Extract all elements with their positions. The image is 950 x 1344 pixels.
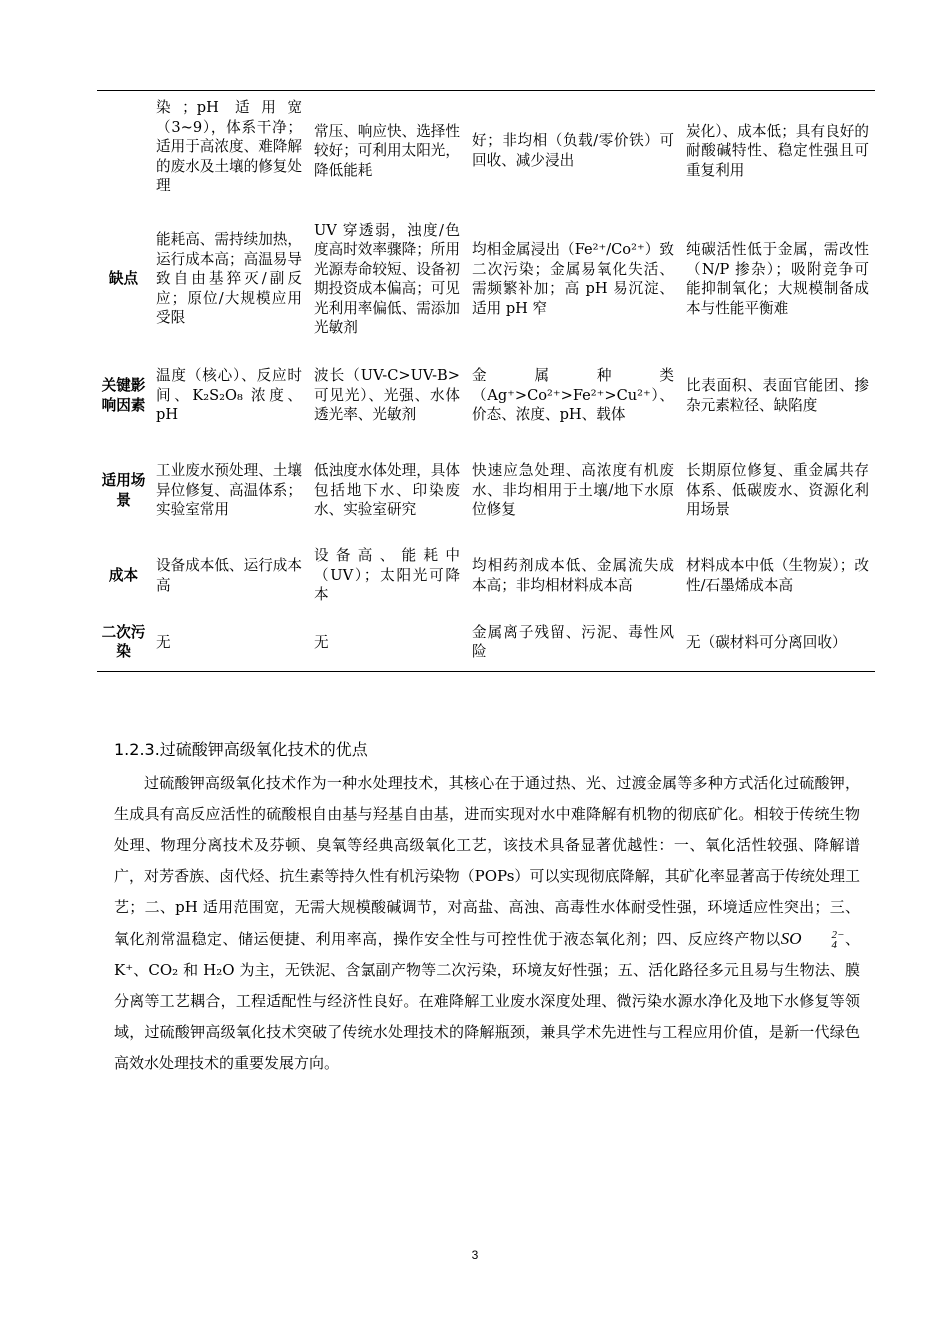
sulfate-formula: SO 2− 4: [780, 929, 845, 952]
cell-carbon: 无（碳材料可分离回收）: [686, 633, 847, 651]
row-header: [97, 91, 150, 211]
cell-metal: 快速应急处理、高浓度有机废水、非均相用于土壤/地下水原位修复: [472, 462, 674, 519]
cell-metal: 均相药剂成本低、金属流失成本高；非均相材料成本高: [472, 557, 674, 594]
cell-thermal: 能耗高、需持续加热，运行成本高；高温易导致自由基猝灭/副反应；原位/大规模应用受限: [156, 231, 302, 327]
section-heading: [114, 737, 368, 760]
table-row: [97, 444, 875, 538]
table-row: [97, 348, 875, 444]
cell-photo: 低浊度水体处理，具体包括地下水、印染废水、实验室研究: [314, 462, 460, 519]
cell-carbon: 长期原位修复、重金属共存体系、低碳废水、资源化利用场景: [686, 462, 869, 519]
cell-photo: 设备高、能耗中（UV）；太阳光可降本: [314, 547, 460, 604]
comparison-table: [97, 90, 875, 672]
row-header: 缺点: [108, 270, 139, 288]
comparison-table-grid: [97, 90, 875, 672]
cell-photo: UV 穿透弱，浊度/色度高时效率骤降；所用光源寿命较短、设备初期投资成本偏高；可见光利用率偏低、需添加光敏剂: [314, 221, 460, 336]
cell-carbon: 比表面积、表面官能团、掺杂元素粒径、缺陷度: [686, 377, 869, 414]
cell-thermal: 温度（核心）、反应时间、K₂S₂O₈ 浓度、pH: [156, 367, 302, 424]
cell-metal: 均相金属浸出（Fe²⁺/Co²⁺）致二次污染；金属易氧化失活、需频繁补加；高 pH 易沉淀、适用 pH 窄: [472, 241, 674, 317]
row-header: 适用场景: [101, 472, 146, 509]
table-row: [97, 211, 875, 348]
paragraph-part-2: 、K⁺、CO₂ 和 H₂O 为主，无铁泥、含氯副产物等二次污染，环境友好性强；五、活化路径多元且易与生物法、膜分离等工艺耦合，工程适配性与经济性良好。在难降解工业废水深度处理、微污染水源水净化及地下水修复等领域，过硫酸钾高级氧化技术突破了传统水处理技术的降解瓶颈，兼具学术先进性与工程应用价值，是新一代绿色高效水处理技术的重要发展方向。: [114, 930, 860, 1072]
cell-photo: 无: [314, 633, 329, 651]
cell-thermal: 无: [156, 633, 171, 651]
row-header: 成本: [108, 566, 139, 584]
body-paragraph: [114, 768, 860, 1079]
cell-thermal: 染；pH 适用宽（3~9），体系干净；适用于高浓度、难降解的废水及土壤的修复处理: [156, 99, 302, 194]
cell-carbon: 纯碳活性低于金属，需改性（N/P 掺杂）；吸附竞争可能抑制氧化；大规模制备成本与性能平衡难: [686, 241, 869, 317]
table-row-continued: [97, 91, 875, 211]
table-row: [97, 538, 875, 614]
table-row: [97, 614, 875, 672]
cell-metal: 金属离子残留、污泥、毒性风险: [472, 623, 674, 661]
page-number: 3: [471, 1248, 479, 1262]
cell-metal: 金属种类（Ag⁺>Co²⁺>Fe²⁺>Cu²⁺）、价态、浓度、pH、载体: [472, 367, 674, 424]
section-number: 1.2.3.: [114, 740, 160, 759]
cell-photo: 常压、响应快、选择性较好；可利用太阳光，降低能耗: [314, 122, 460, 179]
paragraph-part-1: 过硫酸钾高级氧化技术作为一种水处理技术，其核心在于通过热、光、过渡金属等多种方式活化过硫酸钾，生成具有高反应活性的硫酸根自由基与羟基自由基，进而实现对水中难降解有机物的彻底矿化。相较于传统生物处理、物理分离技术及芬顿、臭氧等经典高级氧化工艺，该技术具备显著优越性：一、氧化活性较强、降解谱广，对芳香族、卤代烃、抗生素等持久性有机污染物（POPs）可以实现彻底降解，其矿化率显著高于传统处理工艺；二、pH 适用范围宽，无需大规模酸碱调节，对高盐、高浊、高毒性水体耐受性强，环境适应性突出；三、氧化剂常温稳定、储运便捷、利用率高，操作安全性与可控性优于液态氧化剂；四、反应终产物以: [114, 774, 860, 948]
row-header: 二次污染: [101, 623, 146, 661]
cell-photo: 波长（UV-C>UV-B>可见光）、光强、水体透光率、光敏剂: [314, 367, 460, 424]
section-title-text: 过硫酸钾高级氧化技术的优点: [159, 740, 368, 759]
cell-thermal: 工业废水预处理、土壤异位修复、高温体系；实验室常用: [156, 462, 302, 519]
cell-carbon: 材料成本中低（生物炭）；改性/石墨烯成本高: [686, 557, 869, 594]
cell-thermal: 设备成本低、运行成本高: [156, 557, 302, 594]
cell-carbon: 炭化）、成本低；具有良好的耐酸碱特性、稳定性强且可重复利用: [686, 122, 869, 179]
row-header: 关键影响因素: [101, 377, 146, 414]
cell-metal: 好；非均相（负载/零价铁）可回收、减少浸出: [472, 132, 674, 169]
